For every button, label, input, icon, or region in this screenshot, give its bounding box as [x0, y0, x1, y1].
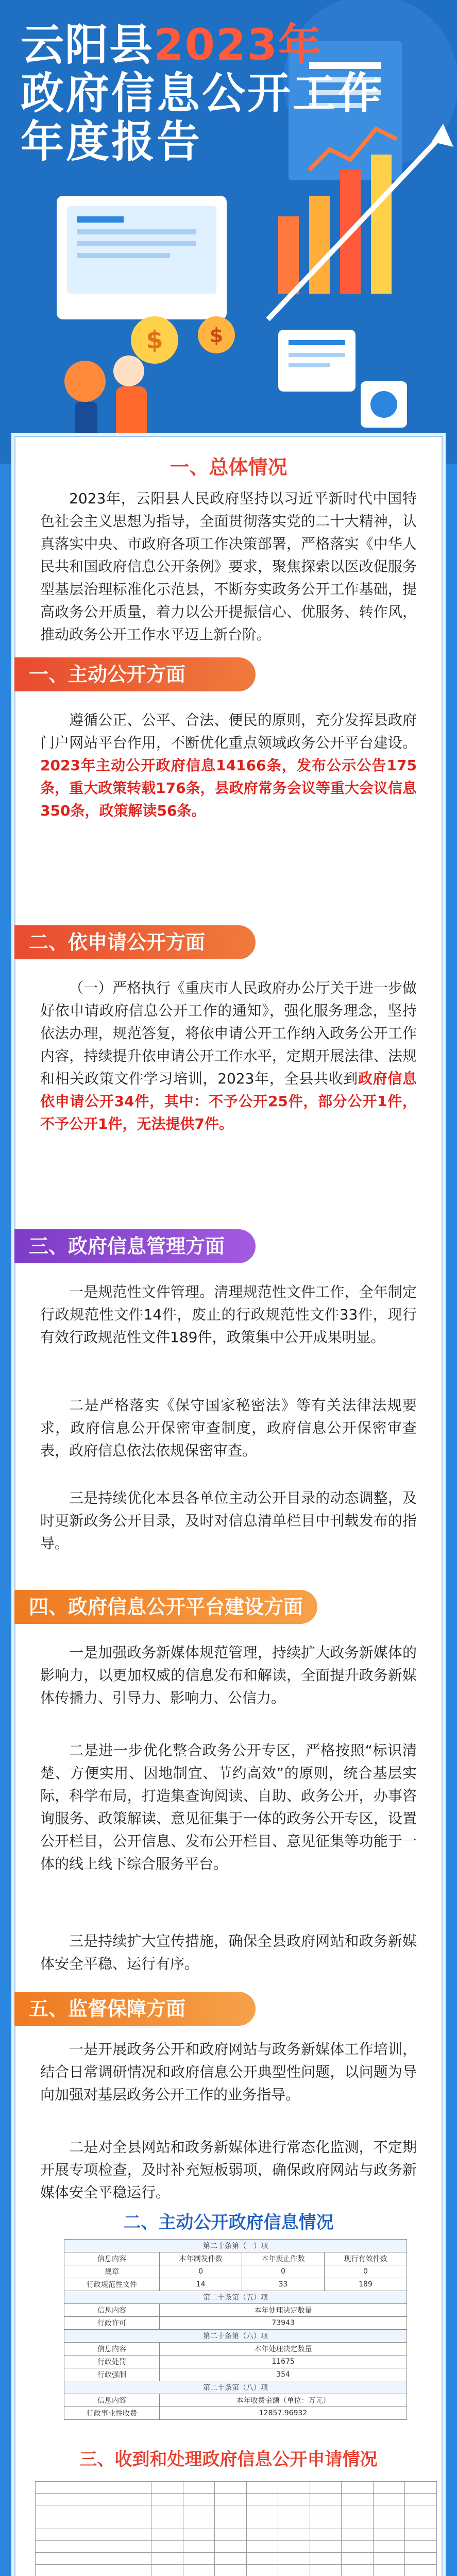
table-cell: [342, 2541, 374, 2553]
table-row: [64, 2407, 407, 2420]
table-cell: [373, 2541, 405, 2553]
section-title-applications: 三、收到和处理政府信息公开申请情况: [79, 2449, 378, 2470]
table-cell: [215, 2565, 247, 2576]
table-cell: [36, 2494, 151, 2505]
info-management-paragraph-1: 一是规范性文件管理。清理规范性文件工作，全年制定行政规范性文件14件，废止的行政规范性文件33件，现行有效行政规范性文件189件，政策集中公开成果明显。: [40, 1283, 417, 1346]
table-cell: 信息内容: [64, 2394, 160, 2407]
table-cell: 行政强制: [64, 2368, 160, 2381]
ribbon-application-disclosure: 二、依申请公开方面: [14, 925, 256, 959]
table-cell: [278, 2482, 310, 2494]
table-cell: [373, 2553, 405, 2565]
ribbon-supervision: 五、监督保障方面: [14, 1992, 256, 2026]
table-cell: [278, 2494, 310, 2505]
hero-title-line2: 政府信息公开工作: [21, 68, 384, 119]
main-content-card: [11, 433, 446, 2576]
table-cell: [373, 2482, 405, 2494]
table-cell: [215, 2517, 247, 2529]
table-row: [64, 2343, 407, 2355]
table-cell: [183, 2494, 215, 2505]
supervision-paragraph-1: 一是开展政务公开和政府网站与政务新媒体工作培训，结合日常调研情况和政府信息公开典型性问题，以问题为导向加强对基层政务公开工作的业务指导。: [40, 2041, 417, 2103]
application-disclosure-highlight: 政府信息依申请公开34件，其中：不予公开25件，部分公开1件，不予公开1件，无法提供7件。: [40, 1070, 417, 1132]
table-cell: [246, 2529, 278, 2541]
applications-table: [35, 2481, 437, 2576]
table-cell: [342, 2565, 374, 2576]
table-cell: 行政许可: [64, 2317, 160, 2330]
table-cell: [373, 2517, 405, 2529]
table-cell: [151, 2494, 183, 2505]
table-cell: 本年制发件数: [160, 2252, 242, 2265]
table-cell: [405, 2529, 437, 2541]
table-cell: [373, 2505, 405, 2517]
table-cell: [246, 2494, 278, 2505]
section-title-overview: 一、总体情况: [170, 456, 287, 479]
table-cell: [310, 2541, 342, 2553]
table-cell: 本年处理决定数量: [160, 2343, 407, 2355]
table-cell: 规章: [64, 2265, 160, 2278]
table-cell: [310, 2494, 342, 2505]
table-cell: [373, 2494, 405, 2505]
table-row: [64, 2317, 407, 2330]
table-row: [64, 2330, 407, 2343]
table-cell: 第二十条第（八）项: [64, 2381, 407, 2394]
table-cell: 行政事业性收费: [64, 2407, 160, 2420]
platform-building-paragraph-3: 三是持续扩大宣传措施，确保全县政府网站和政务新媒体安全平稳、运行有序。: [40, 1933, 417, 1972]
supervision-paragraph-2: 二是对全县网站和政务新媒体进行常态化监测，不定期开展专项检查，及时补充短板弱项，确保政府网站与政务新媒体安全平稳运行。: [40, 2139, 417, 2201]
table-cell: [215, 2505, 247, 2517]
active-disclosure-highlight: 2023年主动公开政府信息14166条，发布公示公告175条，重大政策转载176条，县政府常务会议等重大会议信息350条，政策解读56条。: [40, 757, 417, 819]
table-row: [64, 2304, 407, 2317]
table-cell: [246, 2505, 278, 2517]
application-disclosure-text: （一）严格执行《重庆市人民政府办公厅关于进一步做好依申请政府信息公开工作的通知》，强化服务理念，坚持依法办理，规范答复，将依申请公开工作纳入政务公开工作内容，持续提升依申请公开工作水平，定期开展法律、法规和相关政策文件学习培训，2023年，全县共收到: [40, 979, 417, 1087]
table-cell: 本年处理决定数量: [160, 2304, 407, 2317]
table-cell: [215, 2494, 247, 2505]
table-cell: [215, 2529, 247, 2541]
table-cell: 33: [242, 2278, 325, 2291]
active-info-table: [64, 2239, 407, 2420]
hero-title-county: 云阳县: [21, 20, 154, 70]
table-cell: [405, 2565, 437, 2576]
svg-text:$: $: [209, 324, 224, 347]
table-cell: [373, 2565, 405, 2576]
table-cell: [246, 2517, 278, 2529]
table-cell: [342, 2494, 374, 2505]
table-row: [64, 2265, 407, 2278]
table-cell: 第二十条第（五）项: [64, 2291, 407, 2304]
table-cell: [215, 2541, 247, 2553]
table-row: [36, 2482, 437, 2494]
table-cell: [342, 2482, 374, 2494]
table-cell: [215, 2482, 247, 2494]
table-cell: 行政处罚: [64, 2355, 160, 2368]
table-row: [36, 2553, 437, 2565]
table-cell: [278, 2565, 310, 2576]
table-cell: [36, 2517, 151, 2529]
hero-title-line3: 年度报告: [21, 116, 202, 167]
table-row: [36, 2541, 437, 2553]
table-cell: [36, 2505, 151, 2517]
table-cell: [310, 2565, 342, 2576]
table-cell: [405, 2494, 437, 2505]
ribbon-active-disclosure: 一、主动公开方面: [14, 657, 256, 691]
table-cell: [310, 2517, 342, 2529]
table-cell: [183, 2565, 215, 2576]
table-cell: [246, 2541, 278, 2553]
active-disclosure-paragraph: [40, 709, 417, 822]
table-cell: [310, 2505, 342, 2517]
table-cell: [183, 2517, 215, 2529]
table-cell: [183, 2553, 215, 2565]
table-cell: 0: [325, 2265, 407, 2278]
table-cell: [405, 2505, 437, 2517]
table-cell: 73943: [160, 2317, 407, 2330]
table-cell: [151, 2482, 183, 2494]
table-cell: [405, 2517, 437, 2529]
hero-banner: [0, 0, 457, 464]
table-cell: 现行有效件数: [325, 2252, 407, 2265]
table-cell: 信息内容: [64, 2304, 160, 2317]
table-cell: 0: [242, 2265, 325, 2278]
table-cell: [278, 2517, 310, 2529]
table-row: [64, 2278, 407, 2291]
table-cell: [151, 2517, 183, 2529]
table-cell: [151, 2529, 183, 2541]
table-cell: 信息内容: [64, 2343, 160, 2355]
table-cell: 信息内容: [64, 2252, 160, 2265]
active-disclosure-text: 遵循公正、公平、合法、便民的原则，充分发挥县政府门户网站平台作用，不断优化重点领域政务公开平台建设。: [40, 711, 417, 751]
table-cell: 本年废止件数: [242, 2252, 325, 2265]
table-cell: [36, 2565, 151, 2576]
table-cell: [278, 2553, 310, 2565]
table-cell: [183, 2505, 215, 2517]
table-cell: [278, 2505, 310, 2517]
table-cell: [183, 2529, 215, 2541]
table-cell: [278, 2529, 310, 2541]
table-row: [64, 2394, 407, 2407]
table-cell: [405, 2553, 437, 2565]
ribbon-platform-building: 四、政府信息公开平台建设方面: [14, 1590, 317, 1624]
table-row: [64, 2291, 407, 2304]
table-cell: [183, 2541, 215, 2553]
table-row: [36, 2494, 437, 2505]
table-cell: 第二十条第（一）项: [64, 2240, 407, 2252]
table-cell: [246, 2482, 278, 2494]
table-row: [36, 2517, 437, 2529]
table-cell: [36, 2529, 151, 2541]
table-cell: [151, 2505, 183, 2517]
table-cell: 第二十条第（六）项: [64, 2330, 407, 2343]
table-cell: [342, 2517, 374, 2529]
platform-building-paragraph-1: 一是加强政务新媒体规范管理，持续扩大政务新媒体的影响力，以更加权威的信息发布和解读，全面提升政务新媒体传播力、引导力、影响力、公信力。: [40, 1644, 417, 1706]
ribbon-info-management: 三、政府信息管理方面: [14, 1229, 256, 1263]
table-cell: [342, 2505, 374, 2517]
table-cell: [342, 2529, 374, 2541]
hero-title-year: 2023年: [154, 20, 323, 70]
table-cell: 354: [160, 2368, 407, 2381]
hero-title: [21, 21, 383, 166]
table-cell: 行政规范性文件: [64, 2278, 160, 2291]
table-cell: 11675: [160, 2355, 407, 2368]
table-cell: 本年收费金额（单位：万元）: [160, 2394, 407, 2407]
table-cell: [36, 2541, 151, 2553]
table-cell: [405, 2541, 437, 2553]
table-cell: [36, 2553, 151, 2565]
table-cell: [405, 2482, 437, 2494]
table-cell: [310, 2529, 342, 2541]
table-row: [36, 2529, 437, 2541]
table-cell: [246, 2553, 278, 2565]
overview-paragraph: 2023年，云阳县人民政府坚持以习近平新时代中国特色社会主义思想为指导，全面贯彻落实党的二十大精神，认真落实中央、市政府各项工作决策部署，严格落实《中华人民共和国政府信息公开条例》要求，聚焦探索以医改促服务型基层治理标准化示范县，不断夯实政务公开工作基础，提高政务公开质量，着力以公开提振信心、优服务、转作风，推动政务公开工作水平迈上新台阶。: [40, 490, 417, 643]
table-row: [64, 2368, 407, 2381]
table-cell: [373, 2529, 405, 2541]
table-row: [36, 2505, 437, 2517]
table-cell: [215, 2553, 247, 2565]
svg-text:$: $: [146, 326, 163, 354]
table-cell: 0: [160, 2265, 242, 2278]
platform-building-paragraph-2: 二是进一步优化整合政务公开专区，严格按照“标识清楚、方便实用、因地制宜、节约高效”的原则，统合基层实际，科学布局，打造集查询阅读、自助、政务公开，办事咨询服务、政策解读、意见征集于一体的政务公开专区，设置公开栏目，公开信息、发布公开栏目、意见征集等功能于一体的线上线下综合服务平台。: [40, 1742, 417, 1872]
info-management-paragraph-3: 三是持续优化本县各单位主动公开目录的动态调整，及时更新政务公开目录，及时对信息清单栏目中刊载发布的指导。: [40, 1489, 417, 1552]
table-cell: 14: [160, 2278, 242, 2291]
table-cell: [278, 2541, 310, 2553]
table-row: [64, 2252, 407, 2265]
table-row: [36, 2565, 437, 2576]
table-cell: [310, 2482, 342, 2494]
application-disclosure-paragraph: [40, 977, 417, 1136]
table-cell: [151, 2565, 183, 2576]
table-row: [64, 2240, 407, 2252]
table-row: [64, 2355, 407, 2368]
info-management-paragraph-2: 二是严格落实《保守国家秘密法》等有关法律法规要求，政府信息公开保密审查制度，政府信息公开保密审查表，政府信息依法依规保密审查。: [40, 1397, 417, 1459]
table-cell: 12857.96932: [160, 2407, 407, 2420]
table-cell: [36, 2482, 151, 2494]
table-cell: [342, 2553, 374, 2565]
table-cell: [151, 2553, 183, 2565]
table-cell: [310, 2553, 342, 2565]
table-cell: [246, 2565, 278, 2576]
table-row: [64, 2381, 407, 2394]
table-cell: 189: [325, 2278, 407, 2291]
section-title-active-info: 二、主动公开政府信息情况: [123, 2212, 334, 2233]
table-cell: [183, 2482, 215, 2494]
table-cell: [151, 2541, 183, 2553]
